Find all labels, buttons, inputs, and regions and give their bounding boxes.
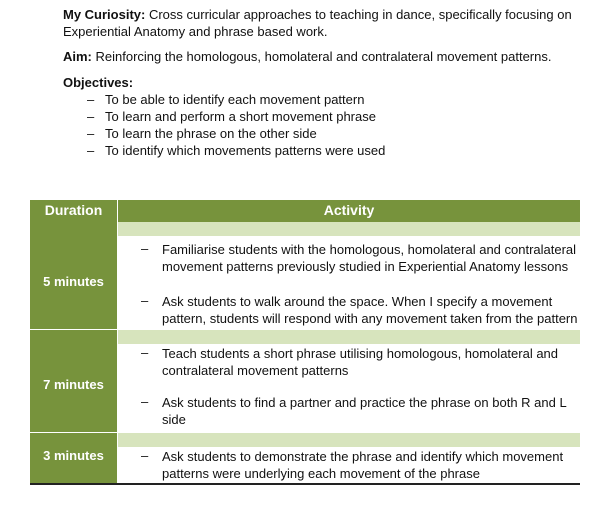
activity-column-header: Activity [323,202,375,218]
activity-text: Teach students a short phrase utilising homologous, homolateral and contralateral movement patterns [162,346,559,378]
duration-cell [30,433,117,483]
activity-text: Familiarise students with the homologous, homolateral and contralateral movement patterns previously studied in Experiential Anatomy lessons [162,242,577,274]
bullet-dash: – [141,241,149,256]
bullet-dash: – [141,448,149,463]
curiosity-text: Cross curricular approaches to teaching in dance, specifically focusing on Experiential Anatomy and phrase based work. [63,7,572,39]
activity-cell [118,236,580,329]
objective-item: – To learn the phrase on the other side [87,125,583,142]
duration-label: 7 minutes [43,377,104,392]
duration-cell [30,222,117,329]
aim-text: Reinforcing the homologous, homolateral and contralateral movement patterns. [91,49,552,64]
activity-cell [118,344,580,432]
duration-label: 3 minutes [43,448,104,463]
objectives-list [63,91,583,159]
row-spacer-band [118,330,580,344]
lesson-plan-table [30,200,580,485]
lesson-intro [63,6,583,159]
activity-text: Ask students to walk around the space. When I specify a movement pattern, students will respond with any movement taken from the pattern [162,294,578,326]
table-bottom-rule [30,483,580,485]
activity-text: Ask students to demonstrate the phrase and identify which movement patterns were underlying each movement of the phrase [162,449,564,481]
row-spacer-band [118,433,580,447]
duration-column-header: Duration [44,202,103,218]
objective-item: – To identify which movements patterns were used [87,142,583,159]
objectives-heading: Objectives: [63,75,134,90]
activity-cell [118,447,580,483]
curiosity-paragraph [63,6,583,40]
duration-cell [30,330,117,432]
objective-item: – To learn and perform a short movement phrase [87,108,583,125]
bullet-dash: – [141,345,149,360]
bullet-dash: – [141,293,149,308]
table-header-row [30,200,580,222]
aim-label: Aim: [63,49,92,64]
aim-paragraph [63,48,583,65]
activity-text: Ask students to find a partner and practice the phrase on both R and L side [162,395,567,427]
bullet-dash: – [141,394,149,409]
duration-label: 5 minutes [43,274,104,289]
row-spacer-band [118,222,580,236]
curiosity-label: My Curiosity: [63,7,146,22]
objective-item: – To be able to identify each movement pattern [87,91,583,108]
